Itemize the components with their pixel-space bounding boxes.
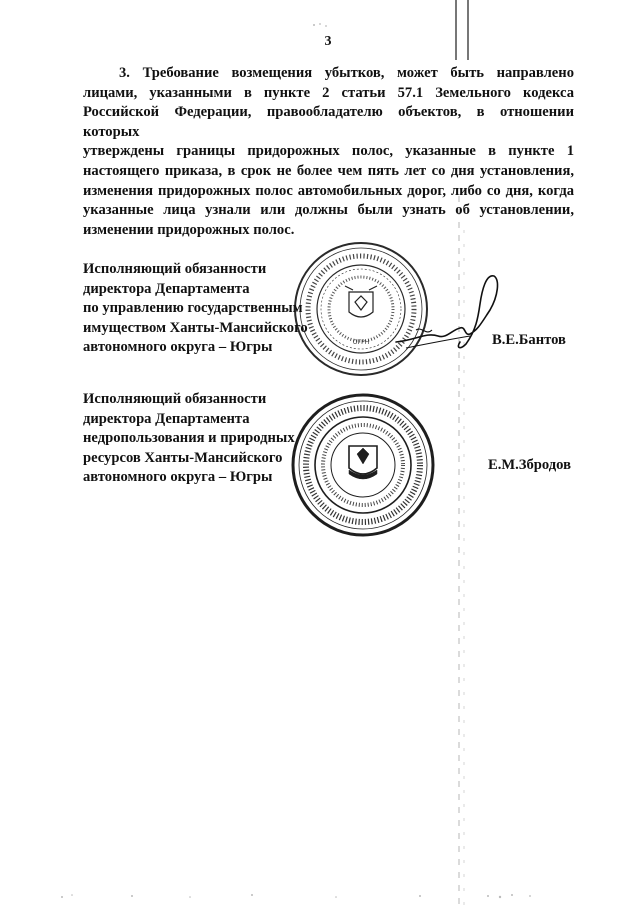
body-line: настоящего приказа, в срок не более чем пять лет со дня установления,: [83, 162, 574, 179]
body-line: 3. Требование возмещения убытков, может быть направлено: [119, 65, 574, 81]
title-line: директора Департамента: [83, 410, 250, 427]
title-line: директора Департамента: [83, 280, 250, 297]
page-number: 3: [324, 34, 332, 49]
body-line: утверждены границы придорожных полос, указанные в пункте 1: [83, 143, 574, 160]
title-line: автономного округа – Югры: [83, 469, 273, 486]
handwritten-signature: [386, 270, 506, 360]
title-line: ресурсов Ханты-Мансийского: [83, 449, 283, 466]
body-line: изменении придорожных полос.: [83, 221, 295, 238]
title-line: Исполняющий обязанности: [83, 391, 267, 407]
body-paragraph: [83, 64, 574, 240]
title-line: недропользования и природных: [83, 430, 295, 447]
body-line: лицами, указанными в пункте 2 статьи 57.1 Земельного кодекса: [83, 84, 574, 101]
signatory-title-1: [83, 260, 308, 358]
title-line: по управлению государственным: [83, 300, 303, 317]
body-line: указанные лица узнали или должны были узнать об установлении,: [83, 202, 574, 219]
svg-text:ОГРН: ОГРН: [352, 339, 370, 346]
title-line: Исполняющий обязанности: [83, 261, 267, 277]
signatory-title-2: [83, 390, 295, 488]
body-line: изменения придорожных полос автомобильных дорог, либо со дня, когда: [83, 182, 574, 199]
scan-artifact-top: [310, 20, 334, 30]
signatory-name-2: Е.М.Збродов: [488, 457, 571, 473]
title-line: автономного округа – Югры: [83, 339, 273, 356]
body-line: Российской Федерации, правообладателю объектов, в отношении которых: [83, 104, 574, 140]
signatory-name-1: В.Е.Бантов: [492, 332, 566, 348]
official-seal-icon: [290, 392, 436, 538]
scan-artifact-bottom: [0, 885, 640, 905]
title-line: имуществом Ханты-Мансийского: [83, 319, 308, 336]
